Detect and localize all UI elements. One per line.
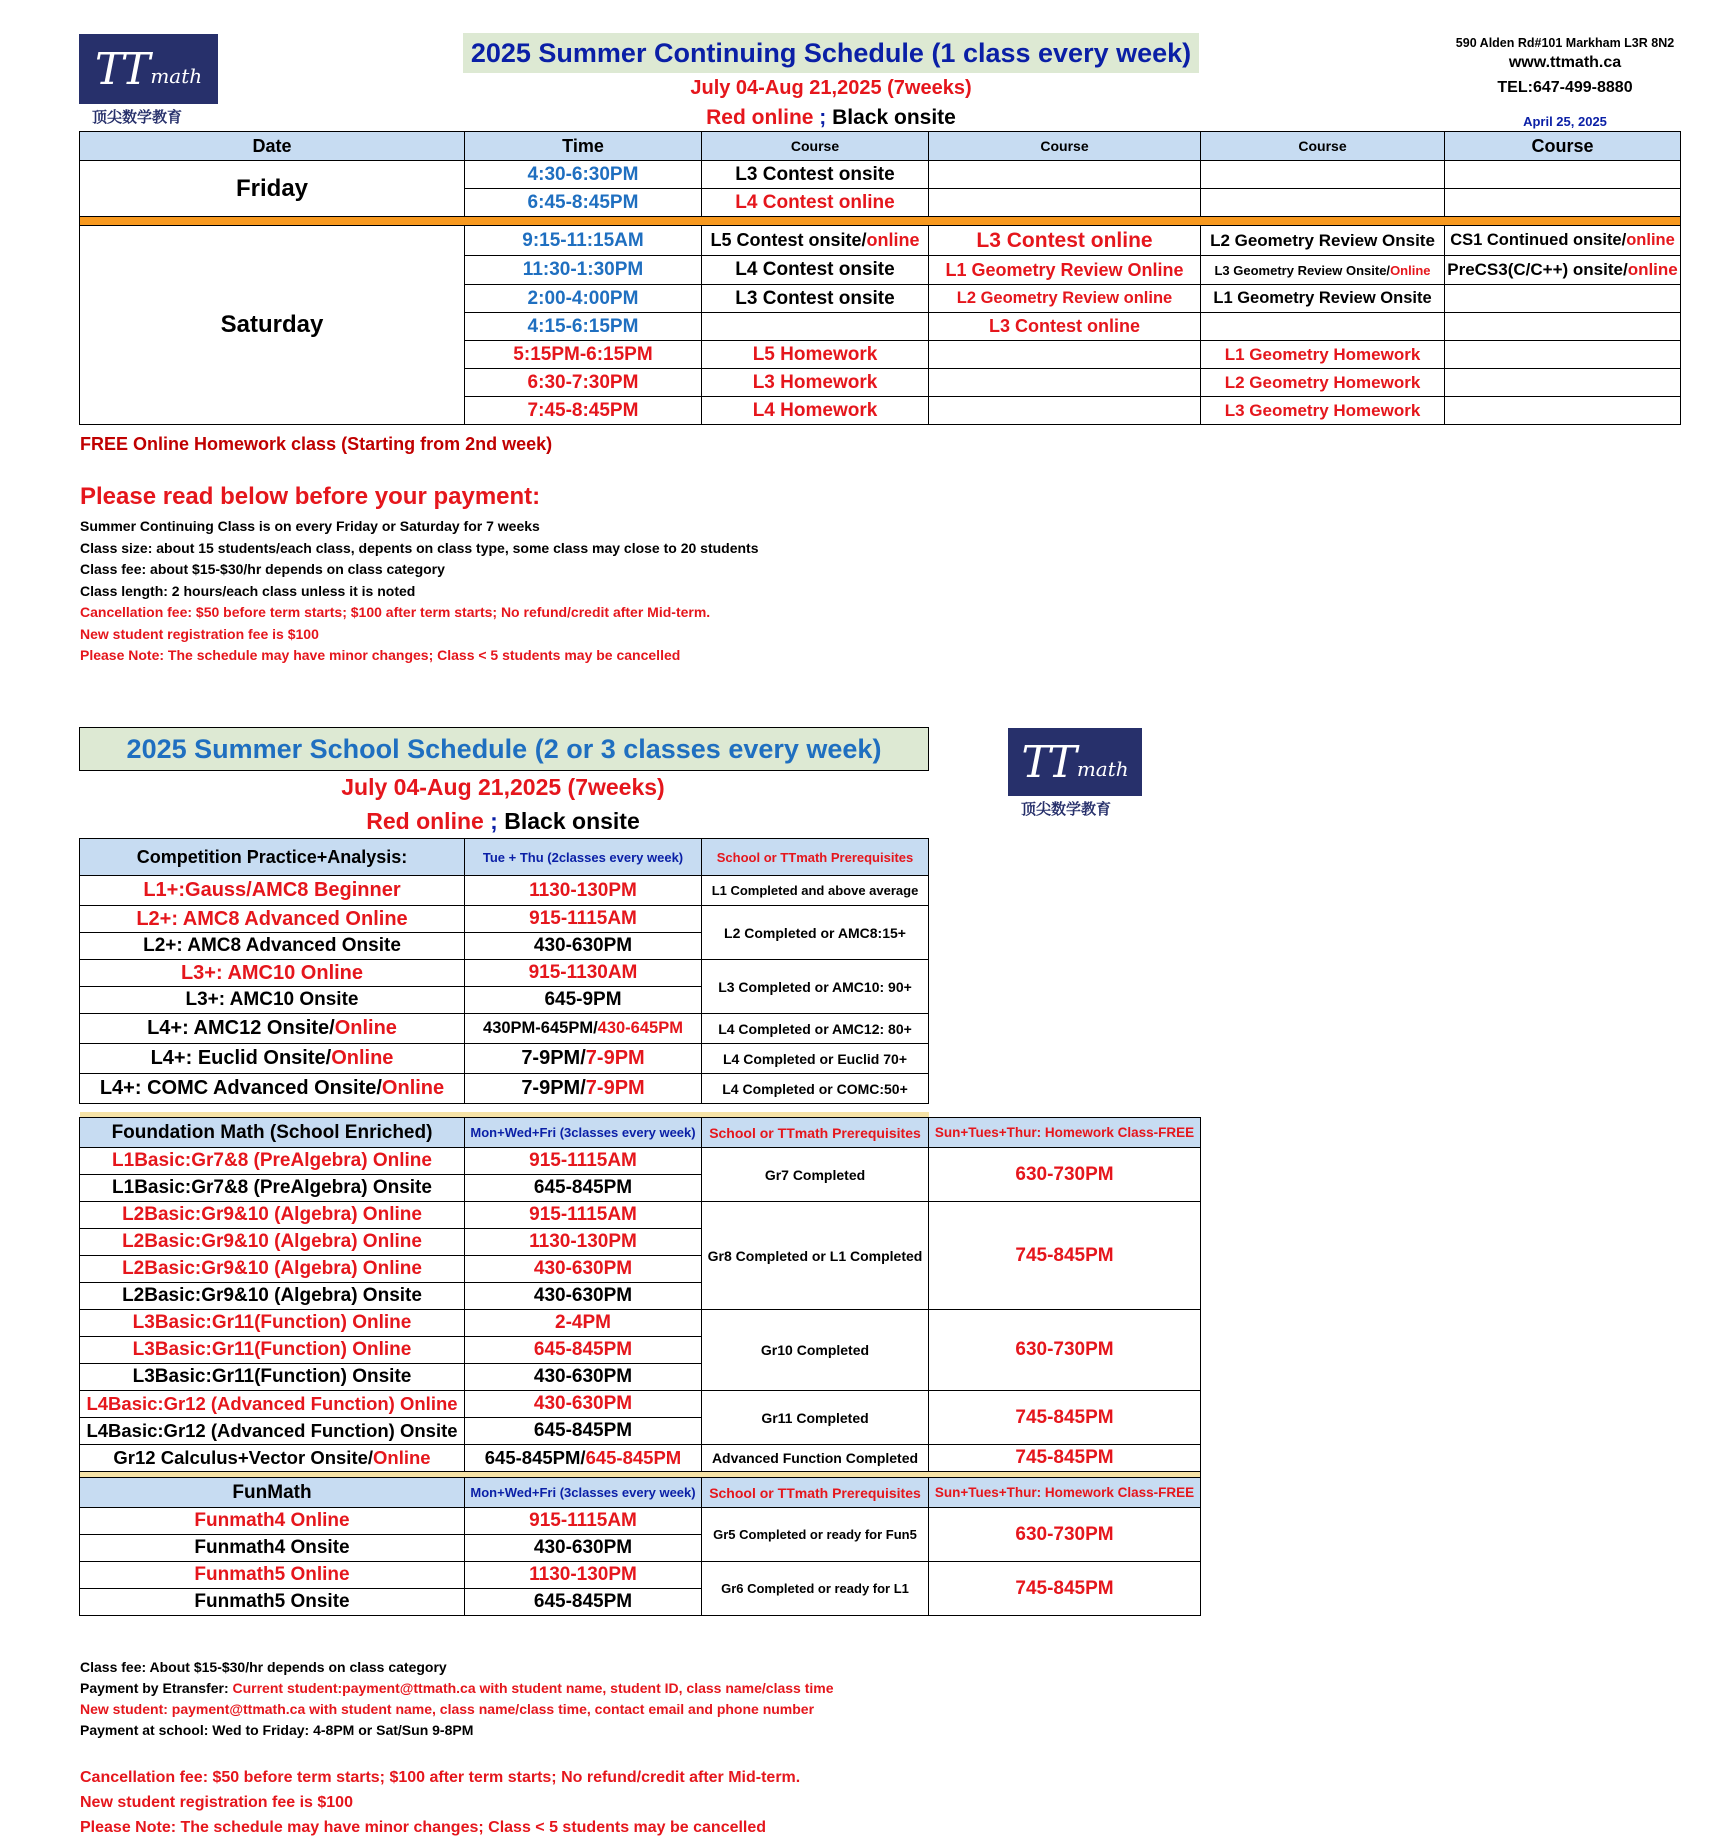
logo-top <box>79 34 218 104</box>
time-cell: 645-845PM <box>465 1337 702 1364</box>
prereq-cell: L4 Completed or COMC:50+ <box>702 1074 929 1104</box>
time-cell: 430-630PM <box>465 1364 702 1391</box>
course-cell: L1 Geometry Homework <box>1201 341 1445 369</box>
note-line: Please Note: The schedule may have minor changes; Class < 5 students may be cancelled <box>80 1819 767 1836</box>
time-cell: 645-845PM <box>465 1175 702 1202</box>
footer-notes <box>80 1657 834 1840</box>
course-cell: L1Basic:Gr7&8 (PreAlgebra) Onsite <box>80 1175 465 1202</box>
course-cell: Funmath5 Online <box>80 1562 465 1589</box>
time-cell: 4:15-6:15PM <box>465 313 702 341</box>
time-cell: 430-630PM <box>465 1535 702 1562</box>
header-homework: Sun+Tues+Thur: Homework Class-FREE <box>929 1118 1201 1148</box>
school-dates: July 04-Aug 21,2025 (7weeks) <box>341 774 665 800</box>
course-cell: L3 Contest onsite <box>702 161 929 189</box>
header-schedule: Mon+Wed+Fri (3classes every week) <box>465 1478 702 1508</box>
table-row <box>80 1044 929 1074</box>
time-cell: 430-630PM <box>465 1256 702 1283</box>
time-cell: 7-9PM/7-9PM <box>465 1044 702 1074</box>
course-cell: L4Basic:Gr12 (Advanced Function) Online <box>80 1391 465 1418</box>
course-cell: Funmath4 Onsite <box>80 1535 465 1562</box>
course-cell: L2Basic:Gr9&10 (Algebra) Online <box>80 1229 465 1256</box>
course-cell: L3 Contest onsite <box>702 285 929 313</box>
payment-heading: Please read below before your payment: <box>80 483 541 510</box>
time-cell: 645-9PM <box>465 987 702 1014</box>
course-cell: L3Basic:Gr11(Function) Onsite <box>80 1364 465 1391</box>
course-cell: CS1 Continued onsite/online <box>1445 226 1681 256</box>
header-prereq: School or TTmath Prerequisites <box>702 839 929 876</box>
time-cell: 7:45-8:45PM <box>465 397 702 425</box>
time-cell: 4:30-6:30PM <box>465 161 702 189</box>
header-course: Foundation Math (School Enriched) <box>80 1118 465 1148</box>
header-schedule: Tue + Thu (2classes every week) <box>465 839 702 876</box>
course-cell: L4 Homework <box>702 397 929 425</box>
time-cell: 430PM-645PM/430-645PM <box>465 1014 702 1044</box>
course-cell: Funmath5 Onsite <box>80 1589 465 1616</box>
course-cell: L2Basic:Gr9&10 (Algebra) Onsite <box>80 1283 465 1310</box>
day-saturday: Saturday <box>80 226 465 425</box>
note-line: Class fee: about $15-$30/hr depends on class category <box>80 561 445 577</box>
address: 590 Alden Rd#101 Markham L3R 8N2 <box>1455 36 1675 50</box>
course-cell: L3+: AMC10 Online <box>80 960 465 987</box>
prereq-cell: L2 Completed or AMC8:15+ <box>702 906 929 960</box>
course-cell <box>702 313 929 341</box>
continuing-title: 2025 Summer Continuing Schedule (1 class every week) <box>463 33 1199 73</box>
table-row <box>80 1074 929 1104</box>
header-homework: Sun+Tues+Thur: Homework Class-FREE <box>929 1478 1201 1508</box>
course-cell: PreCS3(C/C++) onsite/online <box>1445 256 1681 285</box>
prereq-cell: Gr11 Completed <box>702 1391 929 1445</box>
table-row <box>80 960 929 987</box>
header-funmath: FunMath <box>80 1478 465 1508</box>
course-cell <box>1445 189 1681 217</box>
time-cell: 645-845PM/645-845PM <box>465 1445 702 1472</box>
note-line: Class size: about 15 students/each class, depents on class type, some class may close to 20 students <box>80 539 759 556</box>
course-cell: L3 Contest online <box>929 226 1201 256</box>
table-header-row <box>80 839 929 876</box>
foundation-table <box>79 1112 1201 1616</box>
course-cell <box>929 341 1201 369</box>
note-line: Class fee: About $15-$30/hr depends on class category <box>80 1659 447 1675</box>
prereq-cell: Gr7 Completed <box>702 1148 929 1202</box>
time-cell: 915-1130AM <box>465 960 702 987</box>
competition-table <box>79 838 929 1104</box>
continuing-legend: Red online ; Black onsite <box>706 106 956 129</box>
logo-caption: 顶尖数学教育 <box>92 108 183 126</box>
table-row <box>80 1391 1201 1418</box>
note-line: Cancellation fee: $50 before term starts; $100 after term starts; No refund/credit after Mid-term. <box>80 604 711 620</box>
course-cell: L4 Contest onsite <box>702 256 929 285</box>
course-cell: Funmath4 Online <box>80 1508 465 1535</box>
prereq-cell: L3 Completed or AMC10: 90+ <box>702 960 929 1014</box>
prereq-cell: Gr8 Completed or L1 Completed <box>702 1202 929 1310</box>
homework-cell: 630-730PM <box>929 1148 1201 1202</box>
table-row <box>80 161 1681 189</box>
note-line: New student registration fee is $100 <box>80 1794 353 1811</box>
note-line: Please Note: The schedule may have minor changes; Class < 5 students may be cancelled <box>80 647 681 663</box>
header-schedule: Mon+Wed+Fri (3classes every week) <box>465 1118 702 1148</box>
table-header-row <box>80 1478 1201 1508</box>
homework-cell: 745-845PM <box>929 1391 1201 1445</box>
course-cell: L1 Geometry Review Onsite <box>1201 285 1445 313</box>
spacer <box>80 1741 834 1765</box>
course-cell: L1Basic:Gr7&8 (PreAlgebra) Online <box>80 1148 465 1175</box>
header-course: Course <box>1201 132 1445 161</box>
logo-mark: TT math <box>79 34 218 104</box>
course-cell: L2 Geometry Homework <box>1201 369 1445 397</box>
prereq-cell: Gr5 Completed or ready for Fun5 <box>702 1508 929 1562</box>
continuing-schedule-table <box>79 131 1681 425</box>
logo-caption: 顶尖数学教育 <box>1021 800 1112 818</box>
logo-middle <box>1008 728 1142 796</box>
course-cell: L1+:Gauss/AMC8 Beginner <box>80 876 465 906</box>
time-cell: 6:45-8:45PM <box>465 189 702 217</box>
table-row <box>80 1562 1201 1589</box>
course-cell: L3 Homework <box>702 369 929 397</box>
note-line: New student registration fee is $100 <box>80 625 319 642</box>
table-row <box>80 1445 1201 1472</box>
table-row <box>80 1202 1201 1229</box>
table-row <box>80 876 929 906</box>
table-row <box>80 226 1681 256</box>
course-cell: Gr12 Calculus+Vector Onsite/Online <box>80 1445 465 1472</box>
prereq-cell: Gr10 Completed <box>702 1310 929 1391</box>
course-cell: L3+: AMC10 Onsite <box>80 987 465 1014</box>
time-cell: 645-845PM <box>465 1589 702 1616</box>
time-cell: 2:00-4:00PM <box>465 285 702 313</box>
course-cell: L4+: COMC Advanced Onsite/Online <box>80 1074 465 1104</box>
homework-cell: 745-845PM <box>929 1445 1201 1472</box>
time-cell: 915-1115AM <box>465 1508 702 1535</box>
course-cell <box>1445 161 1681 189</box>
free-homework-note: FREE Online Homework class (Starting from 2nd week) <box>80 434 553 454</box>
course-cell: L2 Geometry Review Onsite <box>1201 226 1445 256</box>
time-cell: 915-1115AM <box>465 1202 702 1229</box>
course-cell: L2Basic:Gr9&10 (Algebra) Online <box>80 1256 465 1283</box>
course-cell <box>1445 313 1681 341</box>
course-cell: L3 Geometry Review Onsite/Online <box>1201 256 1445 285</box>
course-cell: L3Basic:Gr11(Function) Online <box>80 1337 465 1364</box>
note-line: Payment by Etransfer: Current student:payment@ttmath.ca with student name, student ID, class name/class time <box>80 1680 834 1696</box>
table-row <box>80 906 929 933</box>
note-line: Payment at school: Wed to Friday: 4-8PM or Sat/Sun 9-8PM <box>80 1722 474 1738</box>
course-cell: L5 Contest onsite/online <box>702 226 929 256</box>
header-prereq: School or TTmath Prerequisites <box>702 1478 929 1508</box>
time-cell: 645-845PM <box>465 1418 702 1445</box>
time-cell: 1130-130PM <box>465 1229 702 1256</box>
course-cell: L4Basic:Gr12 (Advanced Function) Onsite <box>80 1418 465 1445</box>
time-cell: 430-630PM <box>465 1391 702 1418</box>
time-cell: 1130-130PM <box>465 1562 702 1589</box>
time-cell: 915-1115AM <box>465 1148 702 1175</box>
course-cell: L2Basic:Gr9&10 (Algebra) Online <box>80 1202 465 1229</box>
course-cell <box>1201 189 1445 217</box>
table-row <box>80 1014 929 1044</box>
time-cell: 7-9PM/7-9PM <box>465 1074 702 1104</box>
homework-cell: 745-845PM <box>929 1202 1201 1310</box>
website[interactable]: www.ttmath.ca <box>1508 54 1622 71</box>
course-cell: L4+: Euclid Onsite/Online <box>80 1044 465 1074</box>
table-row <box>80 1508 1201 1535</box>
school-title: 2025 Summer School Schedule (2 or 3 classes every week) <box>79 727 929 771</box>
course-cell: L5 Homework <box>702 341 929 369</box>
course-cell <box>1445 369 1681 397</box>
table-header-row <box>80 132 1681 161</box>
course-cell: L3 Contest online <box>929 313 1201 341</box>
header-course: Competition Practice+Analysis: <box>80 839 465 876</box>
course-cell <box>1445 397 1681 425</box>
time-cell: 430-630PM <box>465 1283 702 1310</box>
separator-row <box>80 217 1681 226</box>
course-cell <box>1201 161 1445 189</box>
course-cell: L4+: AMC12 Onsite/Online <box>80 1014 465 1044</box>
course-cell: L1 Geometry Review Online <box>929 256 1201 285</box>
table-header-row <box>80 1118 1201 1148</box>
time-cell: 915-1115AM <box>465 906 702 933</box>
note-line: New student: payment@ttmath.ca with student name, class name/class time, contact email and phone number <box>80 1701 815 1717</box>
table-row <box>80 1310 1201 1337</box>
course-cell <box>929 189 1201 217</box>
prereq-cell: Gr6 Completed or ready for L1 <box>702 1562 929 1616</box>
payment-notes <box>80 516 759 667</box>
header-course: Course <box>929 132 1201 161</box>
time-cell: 5:15PM-6:15PM <box>465 341 702 369</box>
course-cell: L2+: AMC8 Advanced Online <box>80 906 465 933</box>
course-cell <box>1201 313 1445 341</box>
course-cell <box>929 161 1201 189</box>
course-cell: L4 Contest online <box>702 189 929 217</box>
course-cell <box>1445 341 1681 369</box>
course-cell: L2 Geometry Review online <box>929 285 1201 313</box>
prereq-cell: Advanced Function Completed <box>702 1445 929 1472</box>
course-cell <box>929 369 1201 397</box>
homework-cell: 630-730PM <box>929 1508 1201 1562</box>
header-prereq: School or TTmath Prerequisites <box>702 1118 929 1148</box>
homework-cell: 745-845PM <box>929 1562 1201 1616</box>
note-line: Cancellation fee: $50 before term starts; $100 after term starts; No refund/credit after Mid-term. <box>80 1769 801 1786</box>
header-time: Time <box>465 132 702 161</box>
course-cell <box>1445 285 1681 313</box>
time-cell: 1130-130PM <box>465 876 702 906</box>
telephone: TEL:647-499-8880 <box>1497 79 1633 96</box>
schedule-date: April 25, 2025 <box>1523 114 1607 129</box>
header-course: Course <box>1445 132 1681 161</box>
table-row <box>80 1148 1201 1175</box>
time-cell: 6:30-7:30PM <box>465 369 702 397</box>
course-cell: L3 Geometry Homework <box>1201 397 1445 425</box>
course-cell <box>929 397 1201 425</box>
course-cell: L3Basic:Gr11(Function) Online <box>80 1310 465 1337</box>
time-cell: 2-4PM <box>465 1310 702 1337</box>
header-course: Course <box>702 132 929 161</box>
prereq-cell: L1 Completed and above average <box>702 876 929 906</box>
prereq-cell: L4 Completed or Euclid 70+ <box>702 1044 929 1074</box>
continuing-dates: July 04-Aug 21,2025 (7weeks) <box>690 77 972 99</box>
day-friday: Friday <box>80 161 465 217</box>
time-cell: 430-630PM <box>465 933 702 960</box>
homework-cell: 630-730PM <box>929 1310 1201 1391</box>
prereq-cell: L4 Completed or AMC12: 80+ <box>702 1014 929 1044</box>
separator <box>80 217 1681 226</box>
course-cell: L2+: AMC8 Advanced Onsite <box>80 933 465 960</box>
school-legend: Red online ; Black onsite <box>366 808 640 834</box>
time-cell: 9:15-11:15AM <box>465 226 702 256</box>
header-date: Date <box>80 132 465 161</box>
note-line: Summer Continuing Class is on every Friday or Saturday for 7 weeks <box>80 518 540 534</box>
note-line: Class length: 2 hours/each class unless it is noted <box>80 582 416 599</box>
time-cell: 11:30-1:30PM <box>465 256 702 285</box>
logo-mark: TT math <box>1008 728 1142 796</box>
